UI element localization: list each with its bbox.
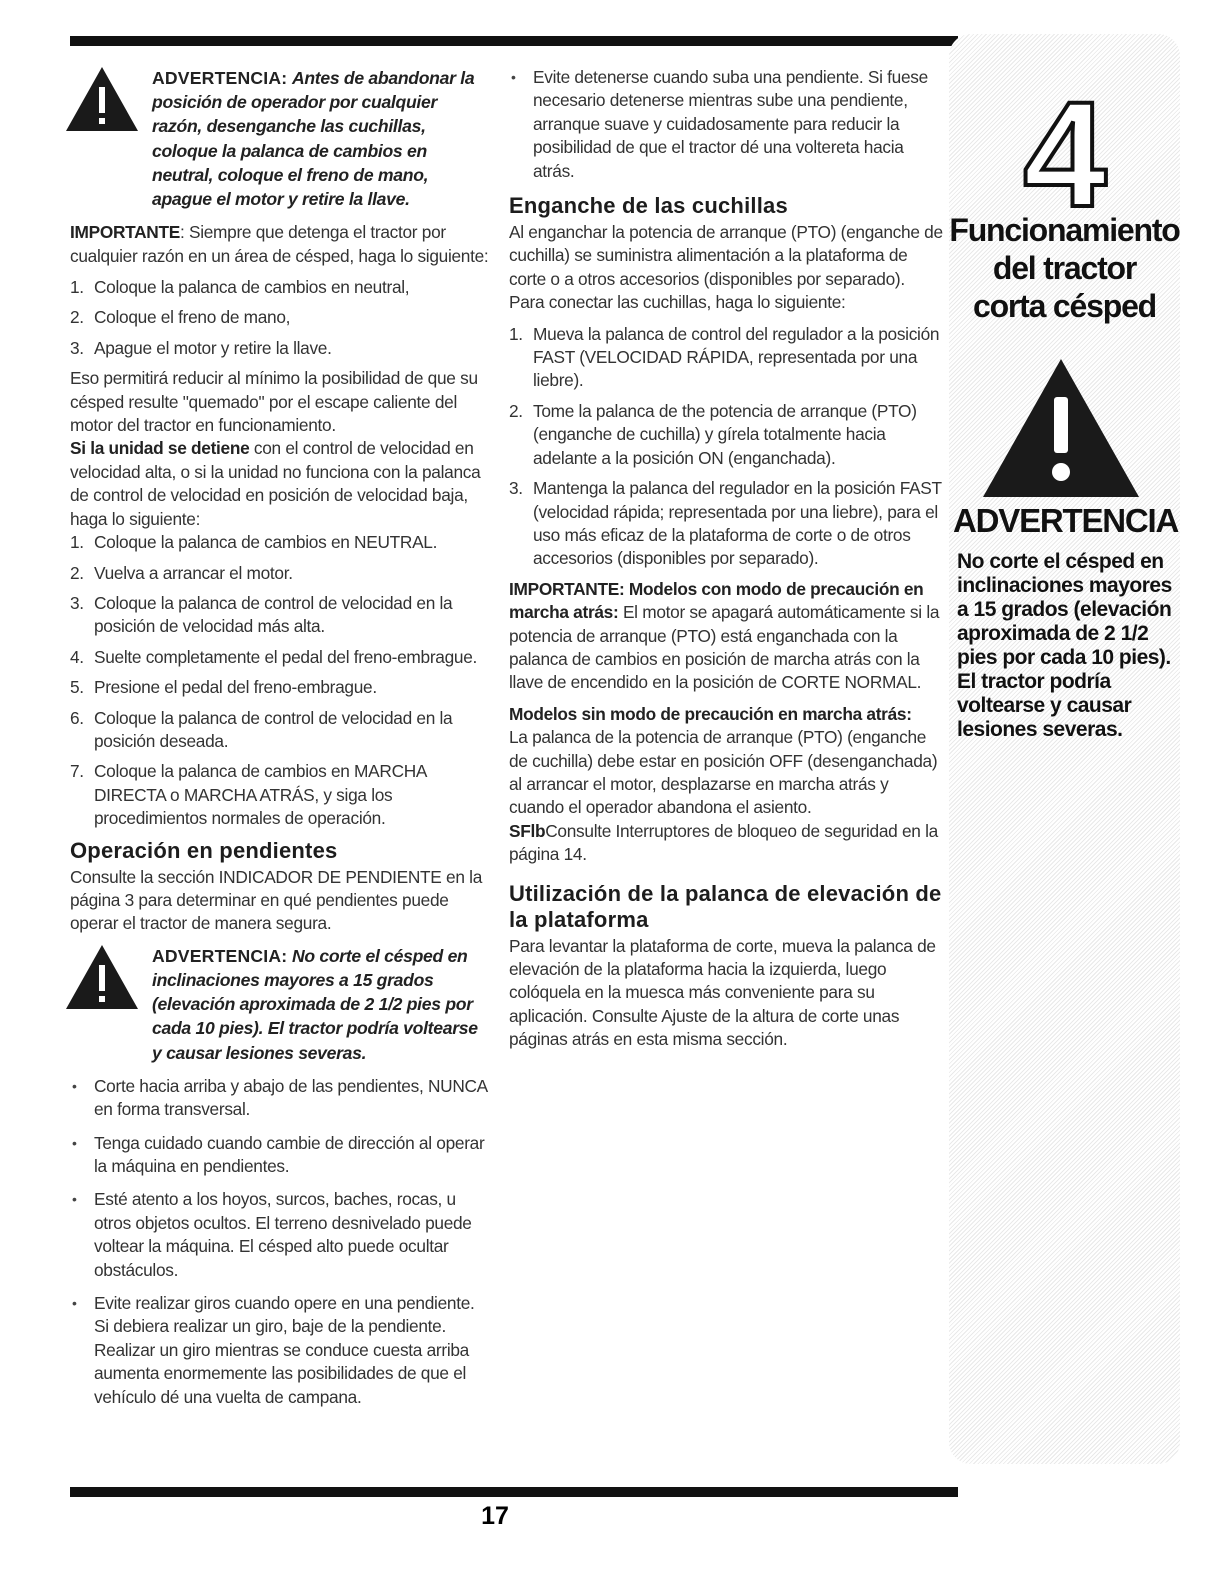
blade-steps-list [509, 323, 944, 571]
list-item: 5. Presione el pedal del freno-embrague. [70, 677, 377, 698]
sidebar-warning-text: No corte el césped en inclinaciones mayores a 15 grados (elevación aproximada de 2 1/2 pies por cada 10 pies). El tractor podría voltearse y causar lesiones severas. [957, 550, 1172, 741]
stop-steps-list [70, 276, 490, 360]
warning-text: Antes de abandonar la posición de operador por cualquier razón, desenganche las cuchillas, coloque la palanca de cambios en neutral, coloque el freno de mano, apague el motor y retire la llave. [152, 68, 475, 210]
blades-paragraph: Al enganchar la potencia de arranque (PTO) (enganche de cuchilla) se suministra alimentación a la plataforma de corte o a otros accesorios (disponibles por separado). Para conectar las cuchillas, haga lo siguiente: [509, 222, 943, 313]
lift-paragraph: Para levantar la plataforma de corte, mueva la palanca de elevación de la plataforma hacia la izquierda, luego colóquela en la muesca más conveniente para su aplicación. Consulte Ajuste de la altura de corte unas páginas atrás en esta misma sección. [509, 935, 936, 1050]
section-heading-blades: Enganche de las cuchillas [509, 193, 788, 219]
sidebar-warning-word: ADVERTENCIA [953, 502, 1179, 539]
svg-text:4: 4 [1023, 74, 1107, 224]
warning-heading: ADVERTENCIA: [152, 68, 288, 88]
chapter-sidebar [949, 34, 1180, 1464]
restart-steps-list [70, 531, 490, 830]
list-item: 1. Coloque la palanca de cambios en NEUTRAL. [70, 532, 438, 553]
section-heading-slopes: Operación en pendientes [70, 837, 338, 863]
warning-block-2 [70, 944, 490, 1065]
warning-heading: ADVERTENCIA: [152, 945, 288, 966]
list-item: 4. Suelte completamente el pedal del freno-embrague. [70, 646, 478, 667]
list-item: • Evite realizar giros cuando opere en una pendiente. Si debiera realizar un giro, baje de la pendiente. Realizar un giro mientras se conduce cuesta arriba aumenta enormemente las posibilidades de que el vehículo dé una vuelta de campana. [70, 1292, 490, 1409]
middle-column [509, 66, 944, 1060]
list-item: • Tenga cuidado cuando cambie de dirección al operar la máquina en pendientes. [70, 1132, 490, 1179]
chapter-number [1021, 74, 1109, 224]
slopes-paragraph: Consulte la sección INDICADOR DE PENDIENTE en la página 3 para determinar en qué pendientes puede operar el tractor de manera segura. [70, 866, 483, 934]
scorch-paragraph: Eso permitirá reducir al mínimo la posibilidad de que su césped resulte "quemado" por el escape caliente del motor del tractor en funcionamiento. [70, 368, 478, 436]
left-column [70, 66, 490, 1419]
list-item: 2. Tome la palanca de the potencia de arranque (PTO) (enganche de cuchilla) y gírela totalmente hacia adelante a la posición ON (enganchada). [509, 400, 917, 468]
warning-triangle-icon [981, 357, 1141, 499]
important-paragraph [70, 221, 490, 268]
list-item: • Esté atento a los hoyos, surcos, baches, rocas, u otros objetos ocultos. El terreno desnivelado puede voltear la máquina. El césped alto puede ocultar obstáculos. [70, 1188, 490, 1282]
page-number: 17 [481, 1502, 509, 1530]
warning-text: No corte el césped en inclinaciones mayores a 15 grados (elevación aproximada de 2 1/2 pies por cada 10 pies). El tractor podría voltearse y causar lesiones severas. [152, 945, 478, 1063]
list-item: 1. Coloque la palanca de cambios en neutral, [70, 277, 410, 298]
warning-triangle-icon [64, 65, 140, 133]
chapter-title: Funcionamiento del tractor corta césped [949, 212, 1180, 324]
list-item: 2. Vuelva a arrancar el motor. [70, 562, 293, 583]
uphill-bullet [509, 66, 944, 183]
reverse-caution-paragraph: IMPORTANTE: Modelos con modo de precaución en marcha atrás: El motor se apagará automáticamente si la potencia de arranque (PTO) está enganchada con la palanca de cambios en posición de marcha atrás con la llave de encendido en la posición de CORTE NORMAL. [509, 578, 940, 693]
important-text: : Siempre que detenga el tractor por cualquier razón en un área de césped, haga lo siguiente: [70, 222, 489, 266]
warning-block-1 [70, 66, 490, 211]
list-item: 3. Coloque la palanca de control de velocidad en la posición de velocidad más alta. [70, 592, 453, 637]
no-reverse-caution-paragraph: Modelos sin modo de precaución en marcha atrás: La palanca de la potencia de arranque (PTO) (enganche de cuchilla) debe estar en posición OFF (desenganchada) al arrancar el motor, desplazarse en marcha atrás y cuando el operador abandona el asiento. SFlbConsulte Interruptores de bloqueo de seguridad en la página 14. [509, 703, 938, 865]
important-label: IMPORTANTE [70, 222, 180, 243]
list-item: 7. Coloque la palanca de cambios en MARCHA DIRECTA o MARCHA ATRÁS, y siga los procedimientos normales de operación. [70, 761, 427, 829]
top-rule [70, 36, 958, 46]
list-item: • Corte hacia arriba y abajo de las pendientes, NUNCA en forma transversal. [70, 1075, 490, 1122]
list-item: 3. Mantenga la palanca del regulador en la posición FAST (velocidad rápida; representada por una liebre), para el uso más eficaz de la plataforma de corte o de otros accesorios (disponibles por separado). [509, 478, 942, 569]
list-item: 2. Coloque el freno de mano, [70, 307, 291, 328]
list-item: • Evite detenerse cuando suba una pendiente. Si fuese necesario detenerse mientras sube una pendiente, arranque suave y cuidadosamente para reducir la posibilidad de que el tractor dé una voltereta hacia atrás. [509, 66, 944, 183]
section-heading-lift: Utilización de la palanca de elevación de la plataforma [509, 880, 942, 932]
list-item: 3. Apague el motor y retire la llave. [70, 337, 332, 358]
bottom-rule [70, 1487, 958, 1497]
warning-triangle-icon [64, 943, 140, 1011]
list-item: 6. Coloque la palanca de control de velocidad en la posición deseada. [70, 707, 453, 751]
stall-paragraph: Si la unidad se detiene con el control de velocidad en velocidad alta, o si la unidad no funciona con la palanca de control de velocidad en posición de velocidad baja, haga lo siguiente: [70, 438, 481, 529]
list-item: 1. Mueva la palanca de control del regulador a la posición FAST (VELOCIDAD RÁPIDA, representada por una liebre). [509, 323, 940, 391]
slope-bullets [70, 1075, 490, 1409]
